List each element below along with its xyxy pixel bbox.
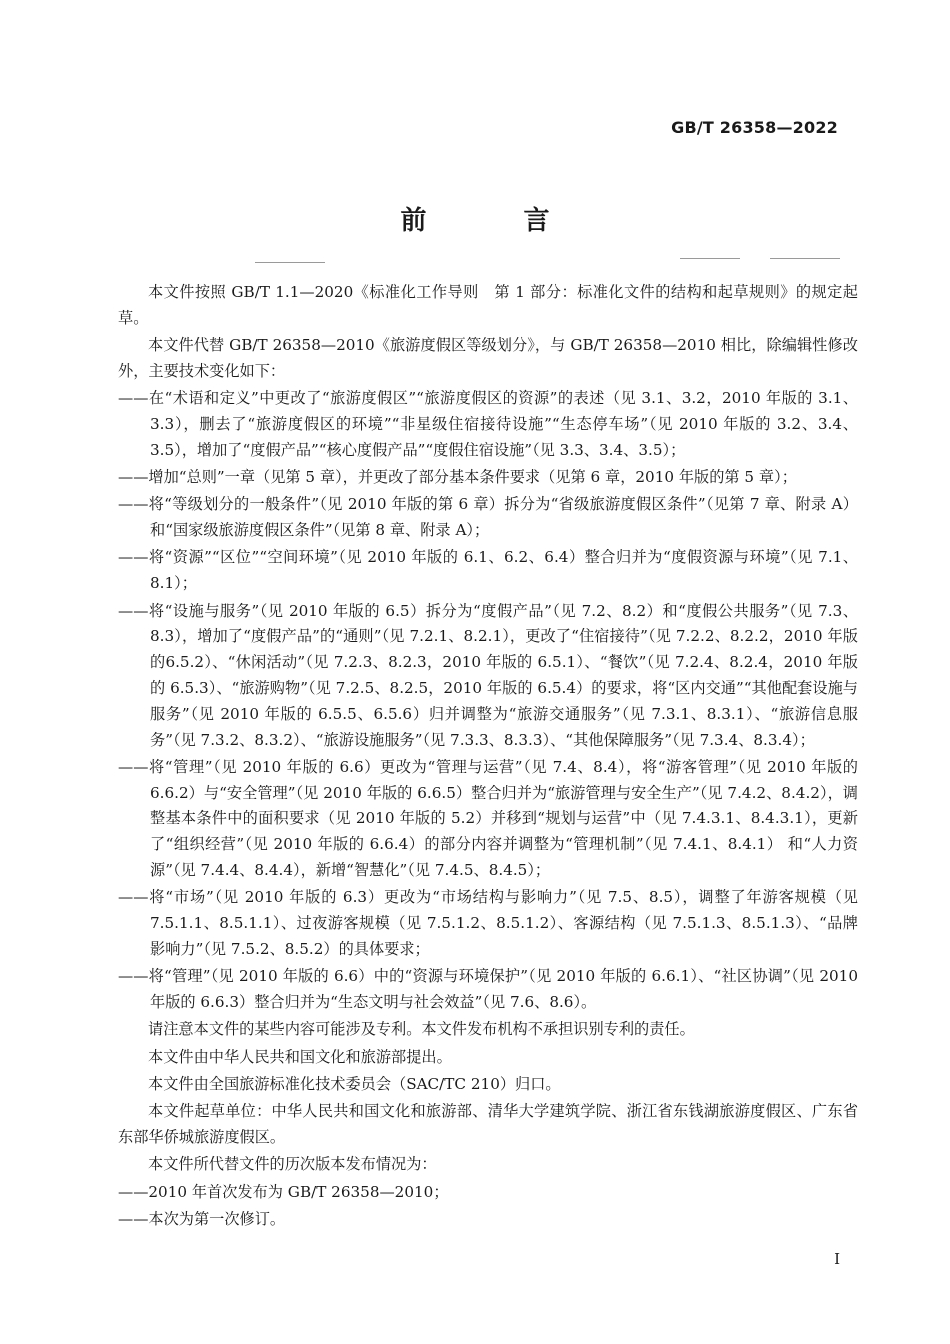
paragraph-history-intro: 本文件所代替文件的历次版本发布情况为： <box>148 1155 437 1174</box>
scan-artifact-line <box>680 258 740 259</box>
paragraph-patent-notice: 请注意本文件的某些内容可能涉及专利。本文件发布机构不承担识别专利的责任。 <box>148 1020 695 1039</box>
scan-artifact-line <box>770 258 840 259</box>
list-item-general-chapter: ——增加“总则”一章（见第 5 章），并更改了部分基本条件要求（见第 6 章，2010 年版的第 5 章）； <box>118 468 797 487</box>
list-item-history-current: ——本次为第一次修订。 <box>118 1209 286 1228</box>
list-item-management-operation: ——将“管理”（见 2010 年版的 6.6）更改为“管理与运营”（见 7.4、8.4），将“游客管理”（见 2010 年版的 6.6.2）与“安全管理”（见 2010 年版的 6.6.5）整合归并为“旅游管理与安全生产”（见 7.4.2、8.4.2），调整基本条件中的面积要求（见 2010 年版的 5.2）并移到“规划与运营”中（见 7.4.3.1、8.4.3.1），更新了“组织经营”（见 2010 年版的 6.6.4）的部分内容并调整为“管理机制”（见 7.4.1、8.4.1） 和“人力资源”（见 7.4.4、8.4.4），新增“智慧化”（见 7.4.5、8.4.5）； <box>118 757 858 880</box>
paragraph-drafting-rules: 本文件按照 GB/T 1.1—2020《标准化工作导则 第 1 部分：标准化文件的结构和起草规则》的规定起草。 <box>118 283 858 327</box>
scan-artifact-line <box>255 262 325 263</box>
paragraph-replacement: 本文件代替 GB/T 26358—2010《旅游度假区等级划分》，与 GB/T 26358—2010 相比，除编辑性修改外，主要技术变化如下： <box>118 336 858 380</box>
page-title: 前 言 <box>400 206 594 236</box>
paragraph-drafting-units: 本文件起草单位：中华人民共和国文化和旅游部、清华大学建筑学院、浙江省东钱湖旅游度假区、广东省东部华侨城旅游度假区。 <box>118 1102 858 1146</box>
paragraph-proposed-by: 本文件由中华人民共和国文化和旅游部提出。 <box>148 1047 452 1066</box>
list-item-facilities-services: ——将“设施与服务”（见 2010 年版的 6.5）拆分为“度假产品”（见 7.2、8.2）和“度假公共服务”（见 7.3、8.3），增加了“度假产品”的“通则”（见 7.2.1、8.2.1），更改了“住宿接待”（见 7.2.2、8.2.2，2010 年版的6.5.2）、“休闲活动”（见 7.2.3、8.2.3，2010 年版的 6.5.1）、“餐饮”（见 7.2.4、8.2.4，2010 年版的 6.5.3）、“旅游购物”（见 7.2.5、8.2.5，2010 年版的 6.5.4）的要求，将“区内交通”“其他配套设施与服务”（见 2010 年版的 6.5.5、6.5.6）归并调整为“旅游交通服务”（见 7.3.1、8.3.1）、“旅游信息服务”（见 7.3.2、8.3.2）、“旅游设施服务”（见 7.3.3、8.3.3）、“其他保障服务”（见 7.3.4、8.3.4）； <box>118 601 858 749</box>
paragraph-technical-committee: 本文件由全国旅游标准化技术委员会（SAC/TC 210）归口。 <box>148 1074 561 1093</box>
list-item-market-structure: ——将“市场”（见 2010 年版的 6.3）更改为“市场结构与影响力”（见 7.5、8.5），调整了年游客规模（见 7.5.1.1、8.5.1.1）、过夜游客规模（见 7.5.1.2、8.5.1.2）、客源结构（见 7.5.1.3、8.5.1.3）、“品牌影响力”（见 7.5.2、8.5.2）的具体要求； <box>118 888 858 958</box>
list-item-resources-environment: ——将“资源”“区位”“空间环境”（见 2010 年版的 6.1、6.2、6.4）整合归并为“度假资源与环境”（见 7.1、8.1）； <box>118 548 858 593</box>
standard-number: GB/T 26358—2022 <box>671 118 838 137</box>
list-item-ecology-society: ——将“管理”（见 2010 年版的 6.6）中的“资源与环境保护”（见 2010 年版的 6.6.1）、“社区协调”（见 2010 年版的 6.6.3）整合归并为“生态文明与社会效益”（见 7.6、8.6）。 <box>118 967 858 1012</box>
foreword-body <box>118 280 858 1234</box>
list-item-history-2010: ——2010 年首次发布为 GB/T 26358—2010； <box>118 1182 449 1201</box>
page-number: I <box>834 1250 840 1268</box>
list-item-grade-conditions: ——将“等级划分的一般条件”（见 2010 年版的第 6 章）拆分为“省级旅游度假区条件”（见第 7 章、附录 A）和“国家级旅游度假区条件”（见第 8 章、附录 A）； <box>118 495 858 540</box>
list-item-terms-change: ——在“术语和定义”中更改了“旅游度假区”“旅游度假区的资源”的表述（见 3.1、3.2，2010 年版的 3.1、3.3），删去了“旅游度假区的环境”“非星级住宿接待设施”“生态停车场”（见 2010 年版的 3.2、3.4、3.5），增加了“度假产品”“核心度假产品”“度假住宿设施”（见 3.3、3.4、3.5）； <box>118 389 858 459</box>
